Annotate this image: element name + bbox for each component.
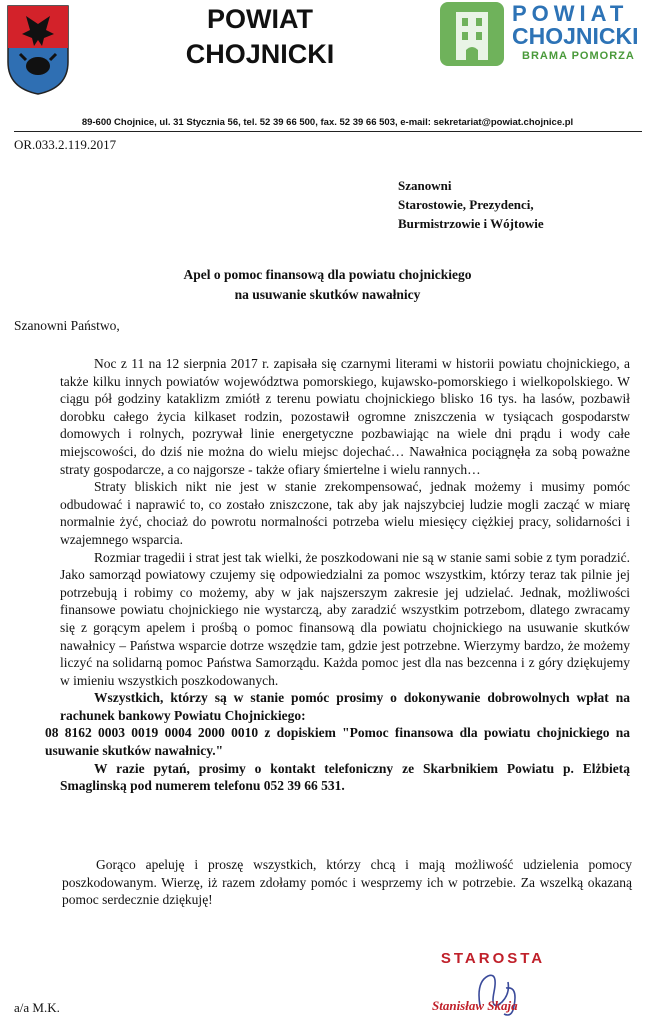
brand-tagline: BRAMA POMORZA — [522, 50, 635, 62]
reference-number: OR.033.2.119.2017 — [14, 137, 117, 152]
initials: a/a M.K. — [14, 1000, 60, 1015]
letter-subject — [0, 265, 655, 305]
contact-info: W razie pytań, prosimy o kontakt telefoniczny ze Skarbnikiem Powiatu p. Elżbietą Smaglinską pod numerem telefonu 052 39 66 531. — [60, 760, 630, 794]
recipient-block — [398, 176, 544, 233]
header-title — [160, 2, 360, 72]
subject-line: Apel o pomoc finansową dla powiatu chojnickiego — [183, 267, 472, 282]
coat-of-arms-icon — [6, 4, 70, 96]
recipient-line: Starostowie, Prezydenci, — [398, 197, 534, 212]
brand-word-powiat: POWIAT — [512, 1, 629, 26]
gate-tower-icon — [440, 2, 504, 66]
recipient-line: Burmistrzowie i Wójtowie — [398, 216, 544, 231]
stamp-name: Stanisław Skaja — [432, 998, 518, 1013]
brand-logo — [440, 2, 652, 70]
letter-body — [45, 355, 630, 795]
header-divider — [14, 131, 642, 132]
body-paragraph: Straty bliskich nikt nie jest w stanie zrekompensować, jednak możemy i musimy pomóc odbudować i naprawić to, co zostało zniszczone, tak aby jak najszybciej ludzie mogli zacząć w miarę normalnie żyć, chociaż do powrotu normalności potrzeba wielu miesięcy ciężkiej pracy, solidarności i wzajemnego wsparcia. — [60, 479, 630, 547]
body-paragraph: Rozmiar tragedii i strat jest tak wielki, że poszkodowani nie są w stanie sami sobie z tym poradzić. Jako samorząd powiatowy czujemy się odpowiedzialni za pomoc wszystkim, którzy teraz tak pilnie jej potrzebują i robimy co możemy, aby w jak najszerszym zakresie jej udzielać. Jednak, możliwości finansowe powiatu chojnickiego nie wystarczą, aby zaradzić wszystkim potrzebom, dlatego zwracamy się z gorącym apelem i prośbą o pomoc finansową dla powiatu chojnickiego na usuwanie skutków nawałnicy – Państwa wsparcie dotrze wszędzie tam, gdzie jest potrzebne. Wierzymy bardzo, że możemy liczyć na solidarną pomoc Państwa Samorządu. Każda pomoc jest dla nas bezcenna i z góry dziękujemy w imieniu wszystkich poszkodowanych. — [60, 549, 630, 688]
donation-request: Wszystkich, którzy są w stanie pomóc prosimy o dokonywanie dobrowolnych wpłat na rachunek bankowy Powiatu Chojnickiego: — [60, 690, 630, 723]
header-title-line1: POWIAT — [207, 4, 313, 34]
body-paragraph: Noc z 11 na 12 sierpnia 2017 r. zapisała się czarnymi literami w historii powiatu chojnickiego, a także kilku innych powiatów województwa pomorskiego, kujawsko-pomorskiego i wielkopolskiego. W ciągu pół godziny kataklizm zmiótł z terenu powiatu chojnickiego blisko 16 tys. ha lasów, pozbawił dorobku całego życia kilkaset rodzin, pozostawił ogromne zniszczenia w tysiącach gospodarstw domowych i rolnych, pozrywał linie energetyczne pozbawiając na wiele dni prądu i wody całe miejscowości, do dziś nie można do wielu miejsc dojechać… Nawałnica pociągnęła za sobą poważne straty gospodarcze, a co najgorsze - także ofiary śmiertelne i wielu rannych… — [60, 356, 630, 477]
header-title-line2: CHOJNICKI — [185, 39, 335, 69]
bank-account: 08 8162 0003 0019 0004 2000 0010 z dopiskiem "Pomoc finansowa dla powiatu chojnickiego na usuwanie skutków nawałnicy." — [45, 725, 630, 759]
starosta-stamp — [418, 950, 568, 1022]
subject-line: na usuwanie skutków nawałnicy — [234, 287, 421, 302]
address-line: 89-600 Chojnice, ul. 31 Stycznia 56, tel. 52 39 66 500, fax. 52 39 66 503, e-mail: sekretariat@powiat.chojnice.pl — [81, 117, 574, 128]
closing-paragraph: Gorąco apeluję i proszę wszystkich, którzy chcą i mają możliwość udzielenia pomocy poszkodowanym. Wierzę, iż razem zdołamy pomóc i wesprzemy ich w potrzebie. Za wszelką okazaną pomoc serdecznie dziękuję! — [62, 857, 632, 908]
salutation: Szanowni Państwo, — [14, 318, 120, 333]
recipient-line: Szanowni — [398, 178, 452, 193]
stamp-title: STAROSTA — [440, 950, 546, 967]
brand-word-chojnicki: CHOJNICKI — [512, 23, 639, 49]
